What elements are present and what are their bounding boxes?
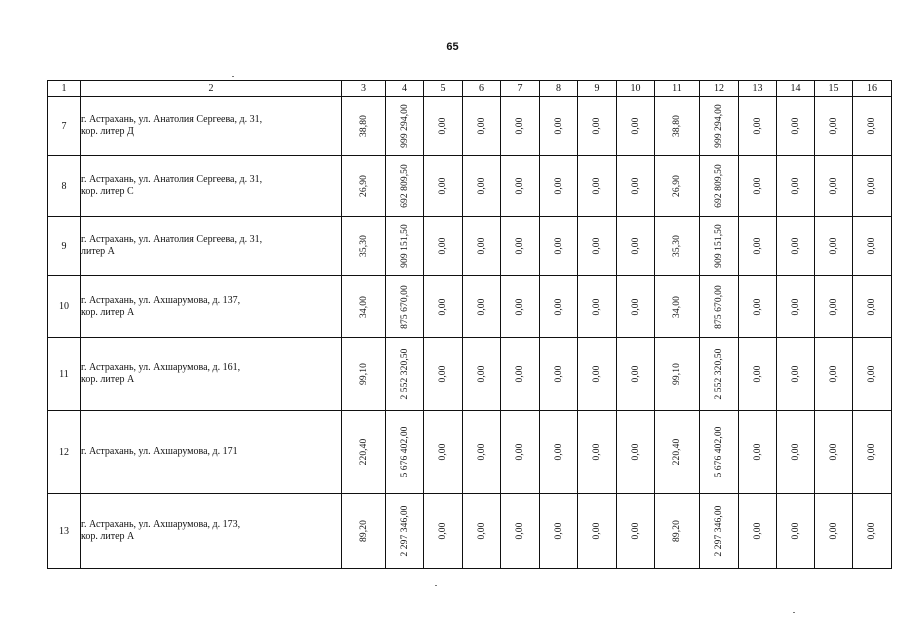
value-cell — [700, 276, 739, 338]
column-header: 15 — [815, 81, 853, 97]
cell-value: 34,00 — [358, 295, 369, 318]
cell-value: 38,80 — [358, 115, 369, 137]
value-cell — [386, 276, 424, 338]
cell-value: 0,00 — [867, 117, 877, 135]
cell-value: 0,00 — [630, 177, 641, 195]
cell-value: 34,00 — [672, 295, 682, 318]
value-cell — [700, 156, 739, 217]
value-cell — [578, 411, 617, 494]
cell-value: 0,00 — [828, 117, 839, 135]
address-line-1: г. Астрахань, ул. Ахшарумова, д. 161, — [81, 362, 241, 373]
cell-value: 0,00 — [438, 117, 448, 135]
value-cell — [578, 97, 617, 156]
address-cell — [81, 411, 342, 494]
cell-value: 26,90 — [672, 175, 682, 197]
value-cell — [501, 217, 540, 276]
cell-value: 0,00 — [630, 365, 641, 383]
cell-value: 99,10 — [672, 363, 682, 385]
cell-value: 0,00 — [630, 237, 641, 255]
address-cell — [81, 338, 342, 411]
cell-value: 0,00 — [630, 117, 641, 135]
table-row — [48, 411, 892, 494]
value-cell — [501, 411, 540, 494]
cell-value: 875 670,00 — [714, 284, 724, 329]
column-header: 8 — [540, 81, 578, 97]
cell-value: 0,00 — [752, 177, 763, 195]
value-cell — [700, 97, 739, 156]
column-header: 13 — [739, 81, 777, 97]
value-cell — [463, 217, 501, 276]
cell-value: 0,00 — [867, 443, 877, 461]
column-header: 11 — [655, 81, 700, 97]
scan-artifact — [793, 612, 795, 613]
value-cell — [578, 217, 617, 276]
address-line-2: кор. литер Д — [81, 126, 134, 137]
cell-value: 0,00 — [553, 522, 564, 540]
cell-value: 0,00 — [553, 117, 564, 135]
value-cell — [386, 494, 424, 569]
cell-value: 0,00 — [828, 237, 839, 255]
value-cell — [540, 97, 578, 156]
cell-value: 0,00 — [790, 237, 801, 255]
value-cell — [386, 156, 424, 217]
cell-value: 0,00 — [515, 522, 525, 540]
address-cell — [81, 276, 342, 338]
value-cell — [617, 494, 655, 569]
value-cell — [463, 338, 501, 411]
value-cell — [700, 217, 739, 276]
cell-value: 0,00 — [553, 365, 564, 383]
column-header: 10 — [617, 81, 655, 97]
column-header: 14 — [777, 81, 815, 97]
value-cell — [815, 97, 853, 156]
value-cell — [777, 276, 815, 338]
cell-value: 0,00 — [790, 522, 801, 540]
value-cell — [739, 156, 777, 217]
value-cell — [777, 494, 815, 569]
cell-value: 0,00 — [515, 237, 525, 255]
value-cell — [739, 276, 777, 338]
cell-value: 0,00 — [553, 443, 564, 461]
table-row — [48, 97, 892, 156]
value-cell — [655, 156, 700, 217]
value-cell — [578, 276, 617, 338]
cell-value: 99,10 — [358, 363, 369, 385]
cell-value: 692 809,50 — [714, 164, 724, 208]
row-number: 10 — [48, 276, 81, 338]
value-cell — [815, 217, 853, 276]
value-cell — [777, 217, 815, 276]
value-cell — [463, 276, 501, 338]
cell-value: 0,00 — [476, 237, 487, 255]
value-cell — [424, 156, 463, 217]
cell-value: 0,00 — [592, 522, 602, 540]
value-cell — [342, 156, 386, 217]
row-number: 13 — [48, 494, 81, 569]
value-cell — [540, 156, 578, 217]
value-cell — [463, 411, 501, 494]
value-cell — [853, 494, 892, 569]
row-number: 8 — [48, 156, 81, 217]
value-cell — [655, 97, 700, 156]
value-cell — [655, 494, 700, 569]
cell-value: 0,00 — [867, 237, 877, 255]
value-cell — [386, 338, 424, 411]
value-cell — [655, 411, 700, 494]
value-cell — [617, 276, 655, 338]
value-cell — [501, 494, 540, 569]
address-line-1: г. Астрахань, ул. Ахшарумова, д. 137, — [81, 294, 241, 306]
value-cell — [853, 156, 892, 217]
value-cell — [386, 217, 424, 276]
value-cell — [386, 411, 424, 494]
value-cell — [501, 97, 540, 156]
cell-value: 220,40 — [672, 438, 682, 466]
cell-value: 5 676 402,00 — [399, 426, 410, 478]
cell-value: 0,00 — [790, 177, 801, 195]
value-cell — [501, 338, 540, 411]
row-number: 12 — [48, 411, 81, 494]
value-cell — [501, 276, 540, 338]
value-cell — [853, 276, 892, 338]
value-cell — [342, 411, 386, 494]
cell-value: 0,00 — [553, 297, 564, 316]
scan-artifact — [435, 585, 437, 586]
value-cell — [617, 97, 655, 156]
cell-value: 875 670,00 — [399, 284, 410, 329]
cell-value: 0,00 — [476, 177, 487, 195]
address-line-2: кор. литер А — [81, 531, 135, 542]
cell-value: 0,00 — [438, 237, 448, 255]
cell-value: 0,00 — [752, 297, 763, 316]
value-cell — [815, 494, 853, 569]
value-cell — [342, 494, 386, 569]
address-line-2: кор. литер А — [81, 306, 135, 318]
page-number: 65 — [446, 41, 459, 53]
cell-value: 0,00 — [828, 297, 839, 316]
address-line-1: г. Астрахань, ул. Ахшарумова, д. 173, — [81, 519, 241, 530]
value-cell — [777, 338, 815, 411]
column-header: 5 — [424, 81, 463, 97]
cell-value: 0,00 — [790, 117, 801, 135]
value-cell — [815, 338, 853, 411]
value-cell — [342, 338, 386, 411]
cell-value: 0,00 — [553, 237, 564, 255]
cell-value: 0,00 — [592, 443, 602, 461]
cell-value: 0,00 — [752, 443, 763, 461]
value-cell — [617, 338, 655, 411]
cell-value: 0,00 — [592, 177, 602, 195]
value-cell — [424, 217, 463, 276]
address-line-2: кор. литер А — [81, 374, 135, 385]
table-row — [48, 276, 892, 338]
value-cell — [655, 338, 700, 411]
table-row — [48, 217, 892, 276]
column-header: 12 — [700, 81, 739, 97]
row-number: 7 — [48, 97, 81, 156]
value-cell — [777, 97, 815, 156]
cell-value: 35,30 — [672, 235, 682, 257]
value-cell — [342, 276, 386, 338]
cell-value: 0,00 — [476, 522, 487, 540]
cell-value: 2 297 346,00 — [714, 505, 724, 557]
cell-value: 0,00 — [515, 117, 525, 135]
cell-value: 0,00 — [592, 117, 602, 135]
column-header: 9 — [578, 81, 617, 97]
column-header: 2 — [81, 81, 342, 97]
header-row — [48, 81, 892, 97]
cell-value: 26,90 — [358, 175, 369, 197]
address-cell — [81, 494, 342, 569]
value-cell — [655, 276, 700, 338]
cell-value: 0,00 — [592, 297, 602, 316]
cell-value: 0,00 — [752, 365, 763, 383]
value-cell — [777, 411, 815, 494]
cell-value: 0,00 — [630, 443, 641, 461]
value-cell — [540, 494, 578, 569]
cell-value: 0,00 — [752, 522, 763, 540]
column-header: 6 — [463, 81, 501, 97]
value-cell — [777, 156, 815, 217]
cell-value: 220,40 — [358, 438, 369, 466]
value-cell — [342, 97, 386, 156]
scan-artifact — [232, 76, 234, 77]
address-line-1: г. Астрахань, ул. Анатолия Сергеева, д. 31, — [81, 234, 263, 245]
value-cell — [463, 156, 501, 217]
value-cell — [815, 411, 853, 494]
cell-value: 2 552 320,50 — [399, 348, 410, 400]
value-cell — [700, 338, 739, 411]
cell-value: 0,00 — [828, 522, 839, 540]
address-cell — [81, 97, 342, 156]
cell-value: 0,00 — [438, 297, 448, 316]
cell-value: 0,00 — [592, 237, 602, 255]
cell-value: 0,00 — [476, 443, 487, 461]
cell-value: 89,20 — [672, 520, 682, 542]
cell-value: 0,00 — [630, 297, 641, 316]
value-cell — [540, 411, 578, 494]
cell-value: 0,00 — [790, 365, 801, 383]
value-cell — [424, 411, 463, 494]
cell-value: 909 151,50 — [714, 224, 724, 268]
value-cell — [700, 411, 739, 494]
cell-value: 0,00 — [752, 237, 763, 255]
value-cell — [853, 97, 892, 156]
cell-value: 0,00 — [553, 177, 564, 195]
cell-value: 0,00 — [438, 365, 448, 383]
address-line-2: кор. литер С — [81, 186, 134, 197]
value-cell — [617, 411, 655, 494]
cell-value: 0,00 — [515, 443, 525, 461]
value-cell — [739, 494, 777, 569]
cell-value: 0,00 — [515, 297, 525, 316]
cell-value: 0,00 — [476, 117, 487, 135]
value-cell — [578, 494, 617, 569]
table-row — [48, 338, 892, 411]
cell-value: 5 676 402,00 — [714, 426, 724, 478]
column-header: 3 — [342, 81, 386, 97]
cell-value: 0,00 — [515, 177, 525, 195]
value-cell — [655, 217, 700, 276]
data-table — [47, 80, 892, 569]
cell-value: 0,00 — [438, 522, 448, 540]
table-body — [48, 97, 892, 569]
row-number: 11 — [48, 338, 81, 411]
value-cell — [463, 97, 501, 156]
table-row — [48, 156, 892, 217]
cell-value: 0,00 — [867, 522, 877, 540]
value-cell — [617, 217, 655, 276]
cell-value: 0,00 — [828, 443, 839, 461]
value-cell — [739, 411, 777, 494]
value-cell — [342, 217, 386, 276]
value-cell — [463, 494, 501, 569]
cell-value: 0,00 — [828, 177, 839, 195]
value-cell — [853, 411, 892, 494]
value-cell — [853, 338, 892, 411]
address-line-1: г. Астрахань, ул. Анатолия Сергеева, д. 31, — [81, 174, 263, 185]
cell-value: 0,00 — [630, 522, 641, 540]
cell-value: 0,00 — [592, 365, 602, 383]
value-cell — [617, 156, 655, 217]
cell-value: 89,20 — [358, 520, 369, 542]
address-line-1: г. Астрахань, ул. Ахшарумова, д. 171 — [81, 446, 238, 457]
value-cell — [424, 494, 463, 569]
value-cell — [853, 217, 892, 276]
value-cell — [424, 276, 463, 338]
address-line-2: литер А — [81, 246, 115, 257]
column-header: 1 — [48, 81, 81, 97]
cell-value: 0,00 — [515, 365, 525, 383]
table-row — [48, 494, 892, 569]
value-cell — [540, 276, 578, 338]
value-cell — [578, 156, 617, 217]
column-header: 16 — [853, 81, 892, 97]
value-cell — [815, 156, 853, 217]
cell-value: 909 151,50 — [399, 224, 410, 268]
value-cell — [424, 338, 463, 411]
cell-value: 0,00 — [828, 365, 839, 383]
cell-value: 2 552 320,50 — [714, 348, 724, 400]
value-cell — [739, 97, 777, 156]
cell-value: 0,00 — [752, 117, 763, 135]
cell-value: 692 809,50 — [399, 164, 410, 208]
address-cell — [81, 217, 342, 276]
value-cell — [700, 494, 739, 569]
row-number: 9 — [48, 217, 81, 276]
value-cell — [424, 97, 463, 156]
cell-value: 999 294,00 — [714, 104, 724, 148]
column-header: 4 — [386, 81, 424, 97]
value-cell — [815, 276, 853, 338]
value-cell — [386, 97, 424, 156]
value-cell — [540, 217, 578, 276]
cell-value: 0,00 — [438, 177, 448, 195]
value-cell — [739, 338, 777, 411]
value-cell — [540, 338, 578, 411]
column-header: 7 — [501, 81, 540, 97]
value-cell — [739, 217, 777, 276]
cell-value: 0,00 — [867, 177, 877, 195]
cell-value: 0,00 — [867, 297, 877, 316]
cell-value: 0,00 — [867, 365, 877, 383]
value-cell — [578, 338, 617, 411]
cell-value: 2 297 346,00 — [399, 505, 410, 557]
cell-value: 35,30 — [358, 235, 369, 257]
cell-value: 0,00 — [790, 443, 801, 461]
cell-value: 0,00 — [476, 365, 487, 383]
value-cell — [501, 156, 540, 217]
cell-value: 38,80 — [672, 115, 682, 137]
table-header — [48, 81, 892, 97]
cell-value: 0,00 — [790, 297, 801, 316]
address-line-1: г. Астрахань, ул. Анатолия Сергеева, д. 31, — [81, 114, 263, 125]
cell-value: 0,00 — [476, 297, 487, 316]
cell-value: 0,00 — [438, 443, 448, 461]
cell-value: 999 294,00 — [399, 104, 410, 148]
address-cell — [81, 156, 342, 217]
